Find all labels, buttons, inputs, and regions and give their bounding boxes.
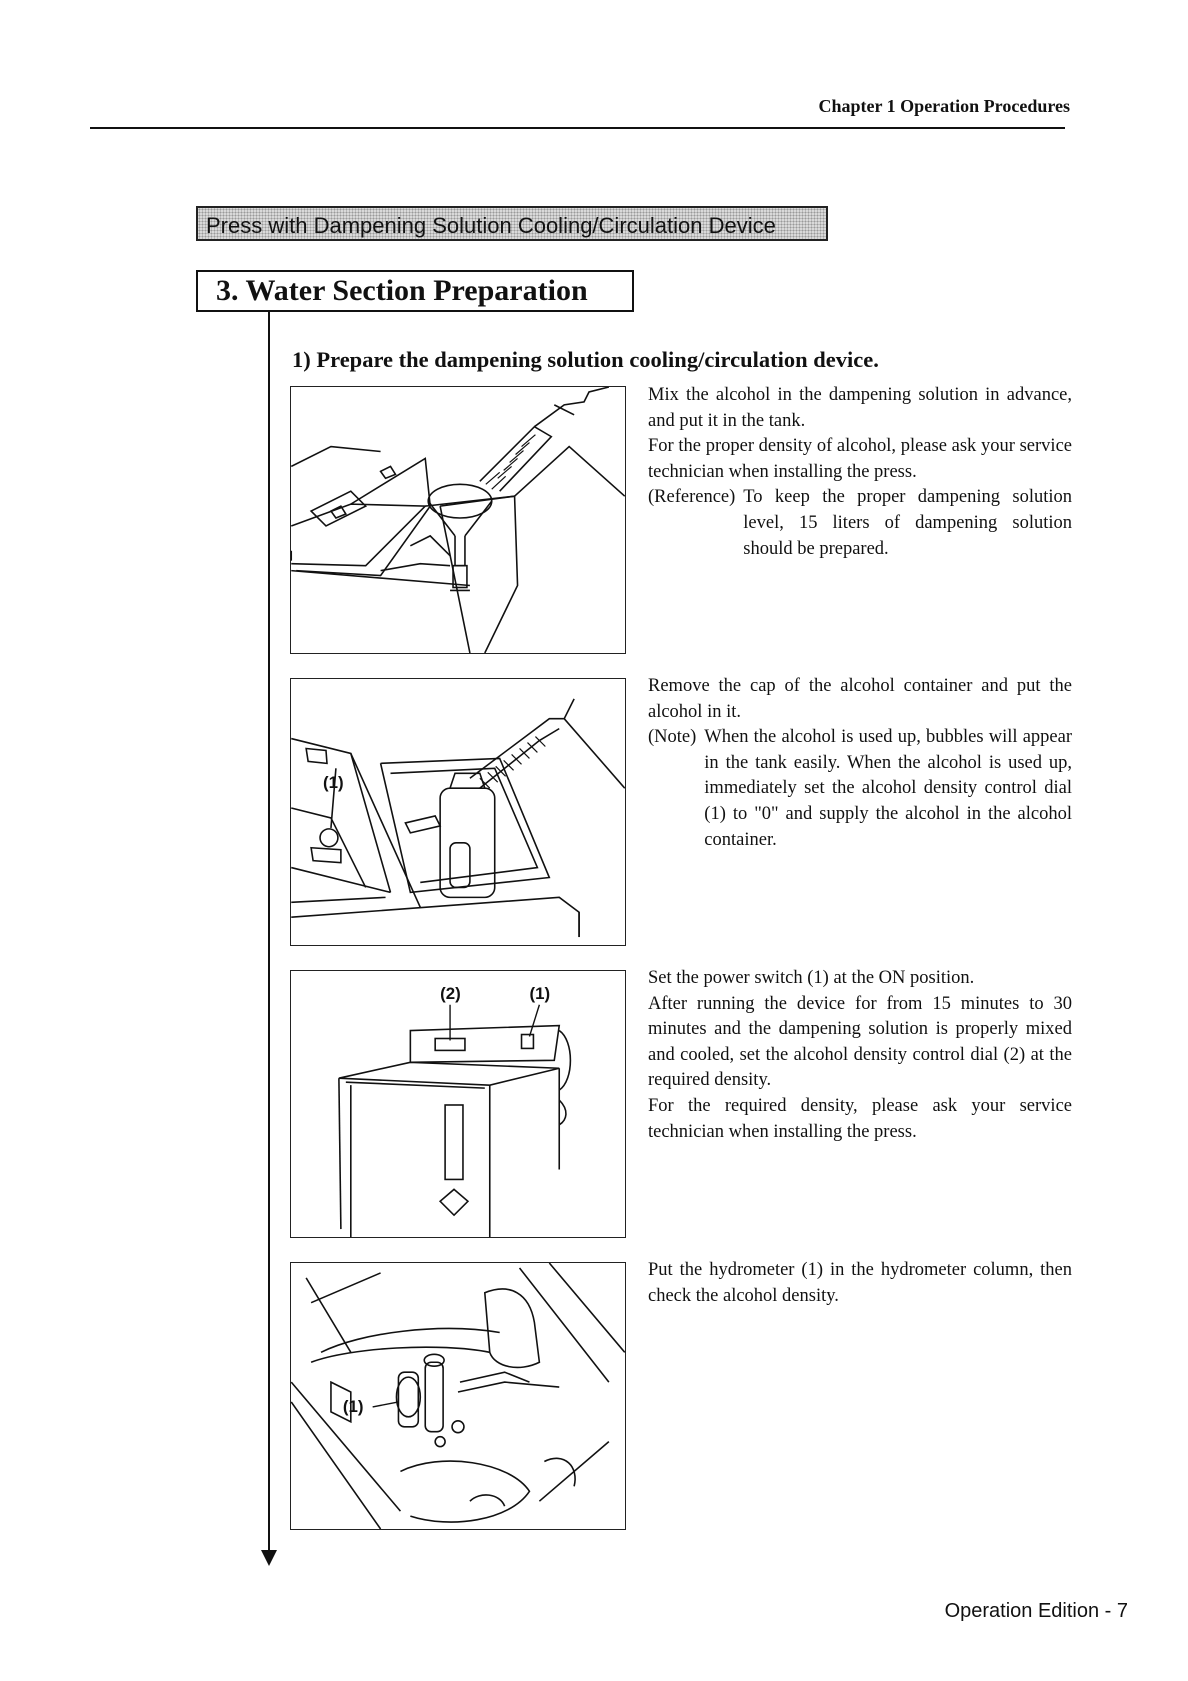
callout-label: (1) (529, 983, 551, 1003)
flow-arrow-icon (261, 1550, 277, 1566)
text-block-1 (648, 383, 1072, 562)
chapter-header: Chapter 1 Operation Procedures (818, 96, 1070, 116)
note-label: (Note) (648, 727, 697, 748)
text-block-4 (648, 1258, 1072, 1309)
paragraph: For the required density, please ask your service technician when installing the press. (648, 1095, 1072, 1142)
tank-funnel-illustration (291, 387, 625, 653)
note-text: To keep the proper dampening solution level, 15 liters of dampening solution should be prepared. (743, 487, 1072, 559)
figure-device-controls (290, 970, 626, 1238)
text-block-2 (648, 674, 1072, 853)
header-rule (90, 127, 1065, 129)
paragraph: After running the device for from 15 minutes to 30 minutes and the dampening solution is properly mixed and cooled, set the alcohol density control dial (2) at the required density. (648, 993, 1072, 1091)
note-text: When the alcohol is used up, bubbles will appear in the tank easily. When the alcohol is used up, immediately set the alcohol density control dial (1) to "0" and supply the alcohol in the alcohol container. (704, 727, 1072, 850)
device-banner: Press with Dampening Solution Cooling/Circulation Device (196, 206, 828, 241)
paragraph: Remove the cap of the alcohol container and put the alcohol in it. (648, 676, 1072, 722)
section-title: 3. Water Section Preparation (196, 270, 634, 312)
alcohol-container-illustration (291, 679, 625, 945)
figure-alcohol-container (290, 678, 626, 946)
paragraph: Put the hydrometer (1) in the hydrometer column, then check the alcohol density. (648, 1260, 1072, 1306)
callout-label: (1) (342, 1396, 364, 1416)
hydrometer-illustration (291, 1263, 625, 1529)
callout-label: (2) (440, 983, 461, 1003)
callout-label: (1) (323, 773, 344, 793)
step-title: 1) Prepare the dampening solution cooling/circulation device. (292, 347, 879, 372)
paragraph: Mix the alcohol in the dampening solution in advance, and put it in the tank. (648, 385, 1072, 431)
flow-line (268, 312, 270, 1552)
device-controls-illustration (291, 971, 625, 1237)
caution-note (648, 725, 1072, 853)
figure-hydrometer (290, 1262, 626, 1530)
paragraph: For the proper density of alcohol, please ask your service technician when installing the press. (648, 436, 1072, 482)
note-label: (Reference) (648, 487, 736, 508)
text-block-3 (648, 966, 1072, 1145)
figure-fill-tank (290, 386, 626, 654)
page-footer: Operation Edition - 7 (944, 1600, 1128, 1622)
paragraph: Set the power switch (1) at the ON position. (648, 968, 975, 988)
reference-note (648, 485, 1072, 562)
